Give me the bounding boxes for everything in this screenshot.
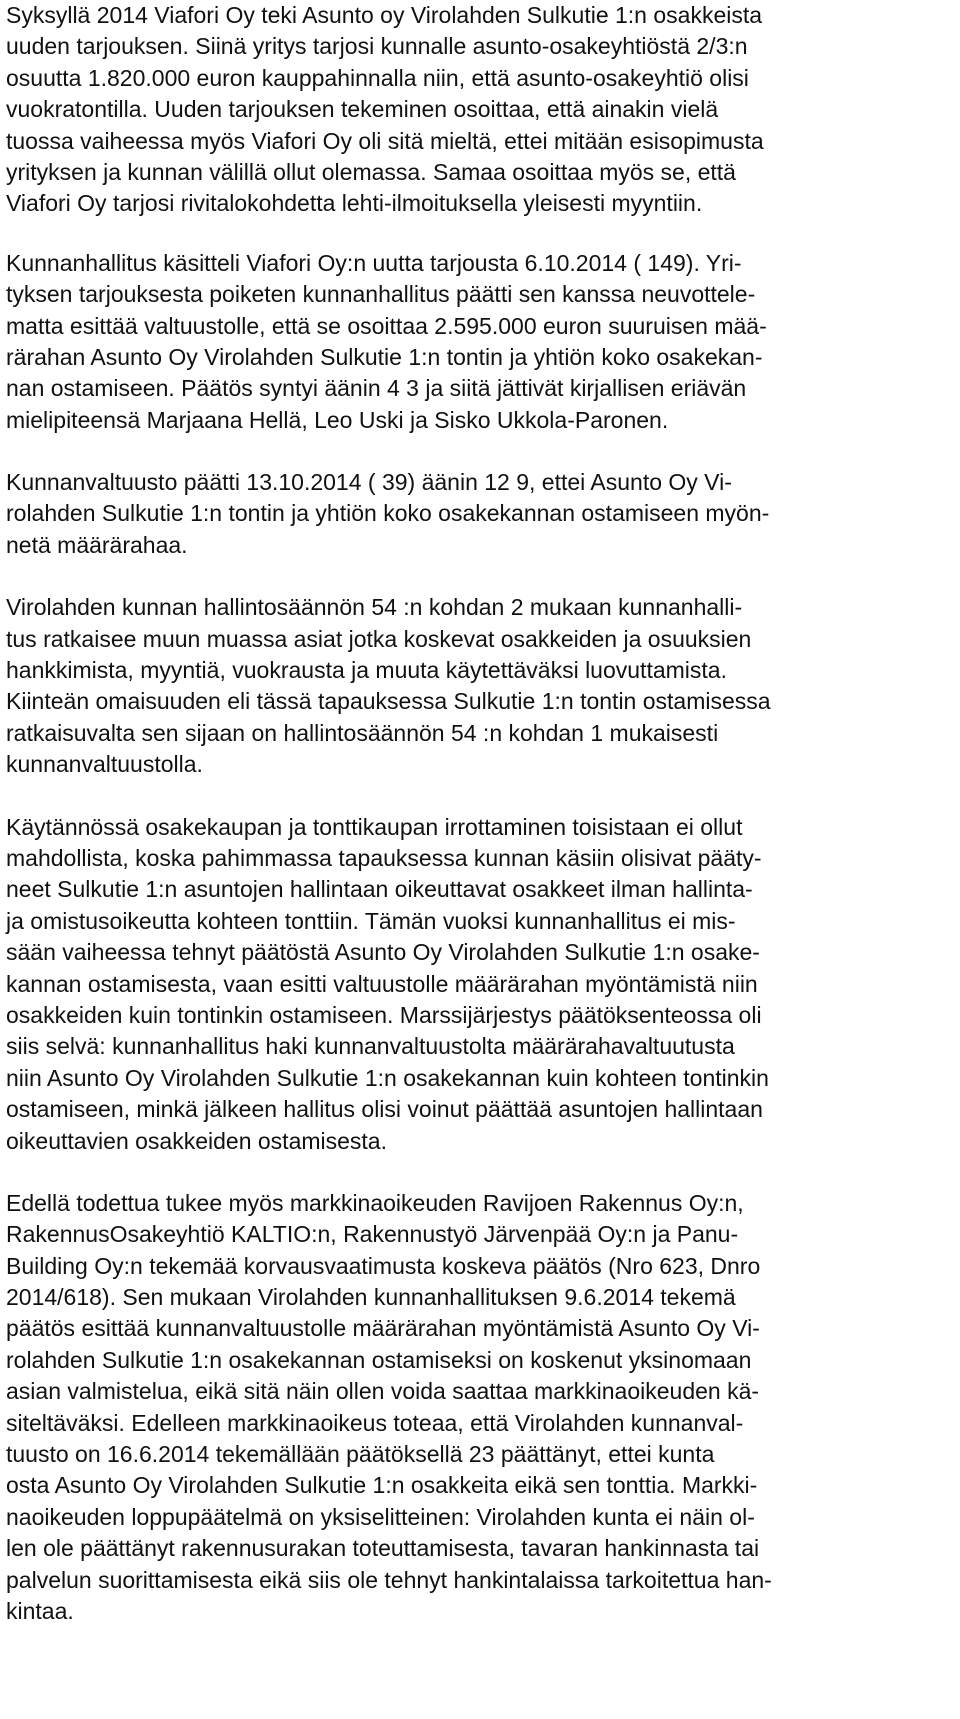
text-line: palvelun suorittamisesta eikä siis ole tehnyt hankintalaissa tarkoitettua han- bbox=[6, 1566, 772, 1593]
text-line: osuutta 1.820.000 euron kauppahinnalla niin, että asunto-osakeyhtiö olisi bbox=[6, 64, 749, 91]
paragraph-spacer bbox=[6, 781, 960, 812]
text-line: tuossa vaiheessa myös Viafori Oy oli sitä mieltä, ettei mitään esisopimusta bbox=[6, 127, 764, 154]
text-line: len ole päättänyt rakennusurakan toteuttamisesta, tavaran hankinnasta tai bbox=[6, 1535, 760, 1562]
text-line: kunnanvaltuustolla. bbox=[6, 751, 203, 778]
paragraph-administrative-rules bbox=[6, 592, 960, 780]
text-line: oikeuttavien osakkeiden ostamisesta. bbox=[6, 1127, 387, 1154]
paragraph-spacer bbox=[6, 1157, 960, 1188]
text-line: kintaa. bbox=[6, 1597, 74, 1624]
text-line: siis selvä: kunnanhallitus haki kunnanvaltuustolta määrärahavaltuutusta bbox=[6, 1033, 735, 1060]
text-line: tuusto on 16.6.2014 tekemällään päätöksellä 23 päättänyt, ettei kunta bbox=[6, 1441, 715, 1468]
text-line: Syksyllä 2014 Viafori Oy teki Asunto oy Virolahden Sulkutie 1:n osakkeista bbox=[6, 2, 763, 28]
paragraph-spacer bbox=[6, 561, 960, 592]
text-line: netä määrärahaa. bbox=[6, 531, 188, 558]
paragraph-practical-order bbox=[6, 812, 960, 1157]
text-line: osta Asunto Oy Virolahden Sulkutie 1:n osakkeita eikä sen tonttia. Markki- bbox=[6, 1472, 758, 1499]
text-line: naoikeuden loppupäätelmä on yksiselitteinen: Virolahden kunta ei näin ol- bbox=[6, 1503, 755, 1530]
paragraph-spacer bbox=[6, 220, 960, 248]
text-line: siteltäväksi. Edelleen markkinaoikeus toteaa, että Virolahden kunnanval- bbox=[6, 1409, 744, 1436]
text-line: ostamiseen, minkä jälkeen hallitus olisi voinut päättää asuntojen hallintaan bbox=[6, 1096, 763, 1123]
text-line: osakkeiden kuin tontinkin ostamiseen. Marssijärjestys päätöksenteossa oli bbox=[6, 1001, 762, 1028]
text-line: matta esittää valtuustolle, että se osoittaa 2.595.000 euron suuruisen mää- bbox=[6, 312, 767, 339]
text-line: asian valmistelua, eikä sitä näin ollen voida saattaa markkinaoikeuden kä- bbox=[6, 1378, 760, 1405]
text-line: mahdollista, koska pahimmassa tapauksessa kunnan käsiin olisivat pääty- bbox=[6, 844, 762, 871]
paragraph-offer-2014 bbox=[6, 0, 960, 220]
text-line: RakennusOsakeyhtiö KALTIO:n, Rakennustyö Järvenpää Oy:n ja Panu- bbox=[6, 1221, 739, 1248]
text-line: rolahden Sulkutie 1:n osakekannan ostamiseksi on koskenut yksinomaan bbox=[6, 1346, 752, 1373]
text-line: Kunnanhallitus käsitteli Viafori Oy:n uutta tarjousta 6.10.2014 ( 149). Yri- bbox=[6, 249, 742, 276]
text-line: 2014/618). Sen mukaan Virolahden kunnanhallituksen 9.6.2014 tekemä bbox=[6, 1284, 736, 1311]
paragraph-market-court bbox=[6, 1188, 960, 1627]
text-line: ratkaisuvalta sen sijaan on hallintosäännön 54 :n kohdan 1 mukaisesti bbox=[6, 719, 719, 746]
text-line: mielipiteensä Marjaana Hellä, Leo Uski ja Sisko Ukkola-Paronen. bbox=[6, 406, 669, 433]
text-line: niin Asunto Oy Virolahden Sulkutie 1:n osakekannan kuin kohteen tontinkin bbox=[6, 1064, 769, 1091]
text-line: kannan ostamisesta, vaan esitti valtuustolle määrärahan myöntämistä niin bbox=[6, 970, 758, 997]
text-line: tus ratkaisee muun muassa asiat jotka koskevat osakkeiden ja osuuksien bbox=[6, 625, 752, 652]
text-line: päätös esittää kunnanvaltuustolle määrärahan myöntämistä Asunto Oy Vi- bbox=[6, 1315, 760, 1342]
text-line: Käytännössä osakekaupan ja tonttikaupan irrottaminen toisistaan ei ollut bbox=[6, 813, 743, 840]
text-line: uuden tarjouksen. Siinä yritys tarjosi kunnalle asunto-osakeyhtiöstä 2/3:n bbox=[6, 33, 748, 60]
text-line: rolahden Sulkutie 1:n tontin ja yhtiön koko osakekannan ostamiseen myön- bbox=[6, 500, 770, 527]
text-line: Virolahden kunnan hallintosäännön 54 :n kohdan 2 mukaan kunnanhalli- bbox=[6, 594, 743, 621]
paragraph-spacer bbox=[6, 436, 960, 467]
text-line: sään vaiheessa tehnyt päätöstä Asunto Oy Virolahden Sulkutie 1:n osake- bbox=[6, 939, 760, 966]
paragraph-board-decision bbox=[6, 248, 960, 436]
paragraph-council-decision bbox=[6, 467, 960, 561]
text-line: neet Sulkutie 1:n asuntojen hallintaan oikeuttavat osakkeet ilman hallinta- bbox=[6, 876, 753, 903]
text-line: Kiinteän omaisuuden eli tässä tapauksessa Sulkutie 1:n tontin ostamisessa bbox=[6, 688, 771, 715]
text-line: ja omistusoikeutta kohteen tonttiin. Tämän vuoksi kunnanhallitus ei mis- bbox=[6, 907, 736, 934]
text-line: vuokratontilla. Uuden tarjouksen tekeminen osoittaa, että ainakin vielä bbox=[6, 96, 719, 123]
text-line: hankkimista, myyntiä, vuokrausta ja muuta käytettäväksi luovuttamista. bbox=[6, 657, 727, 684]
text-line: tyksen tarjouksesta poiketen kunnanhallitus päätti sen kanssa neuvottele- bbox=[6, 281, 756, 308]
text-line: Kunnanvaltuusto päätti 13.10.2014 ( 39) äänin 12 9, ettei Asunto Oy Vi- bbox=[6, 469, 732, 496]
text-line: Viafori Oy tarjosi rivitalokohdetta lehti-ilmoituksella yleisesti myyntiin. bbox=[6, 190, 703, 217]
text-line: yrityksen ja kunnan välillä ollut olemassa. Samaa osoittaa myös se, että bbox=[6, 158, 736, 185]
text-line: rärahan Asunto Oy Virolahden Sulkutie 1:n tontin ja yhtiön koko osakekan- bbox=[6, 343, 763, 370]
text-line: nan ostamiseen. Päätös syntyi äänin 4 3 ja siitä jättivät kirjallisen eriävän bbox=[6, 375, 747, 402]
text-line: Building Oy:n tekemää korvausvaatimusta koskeva päätös (Nro 623, Dnro bbox=[6, 1252, 761, 1279]
text-line: Edellä todettua tukee myös markkinaoikeuden Ravijoen Rakennus Oy:n, bbox=[6, 1189, 744, 1216]
